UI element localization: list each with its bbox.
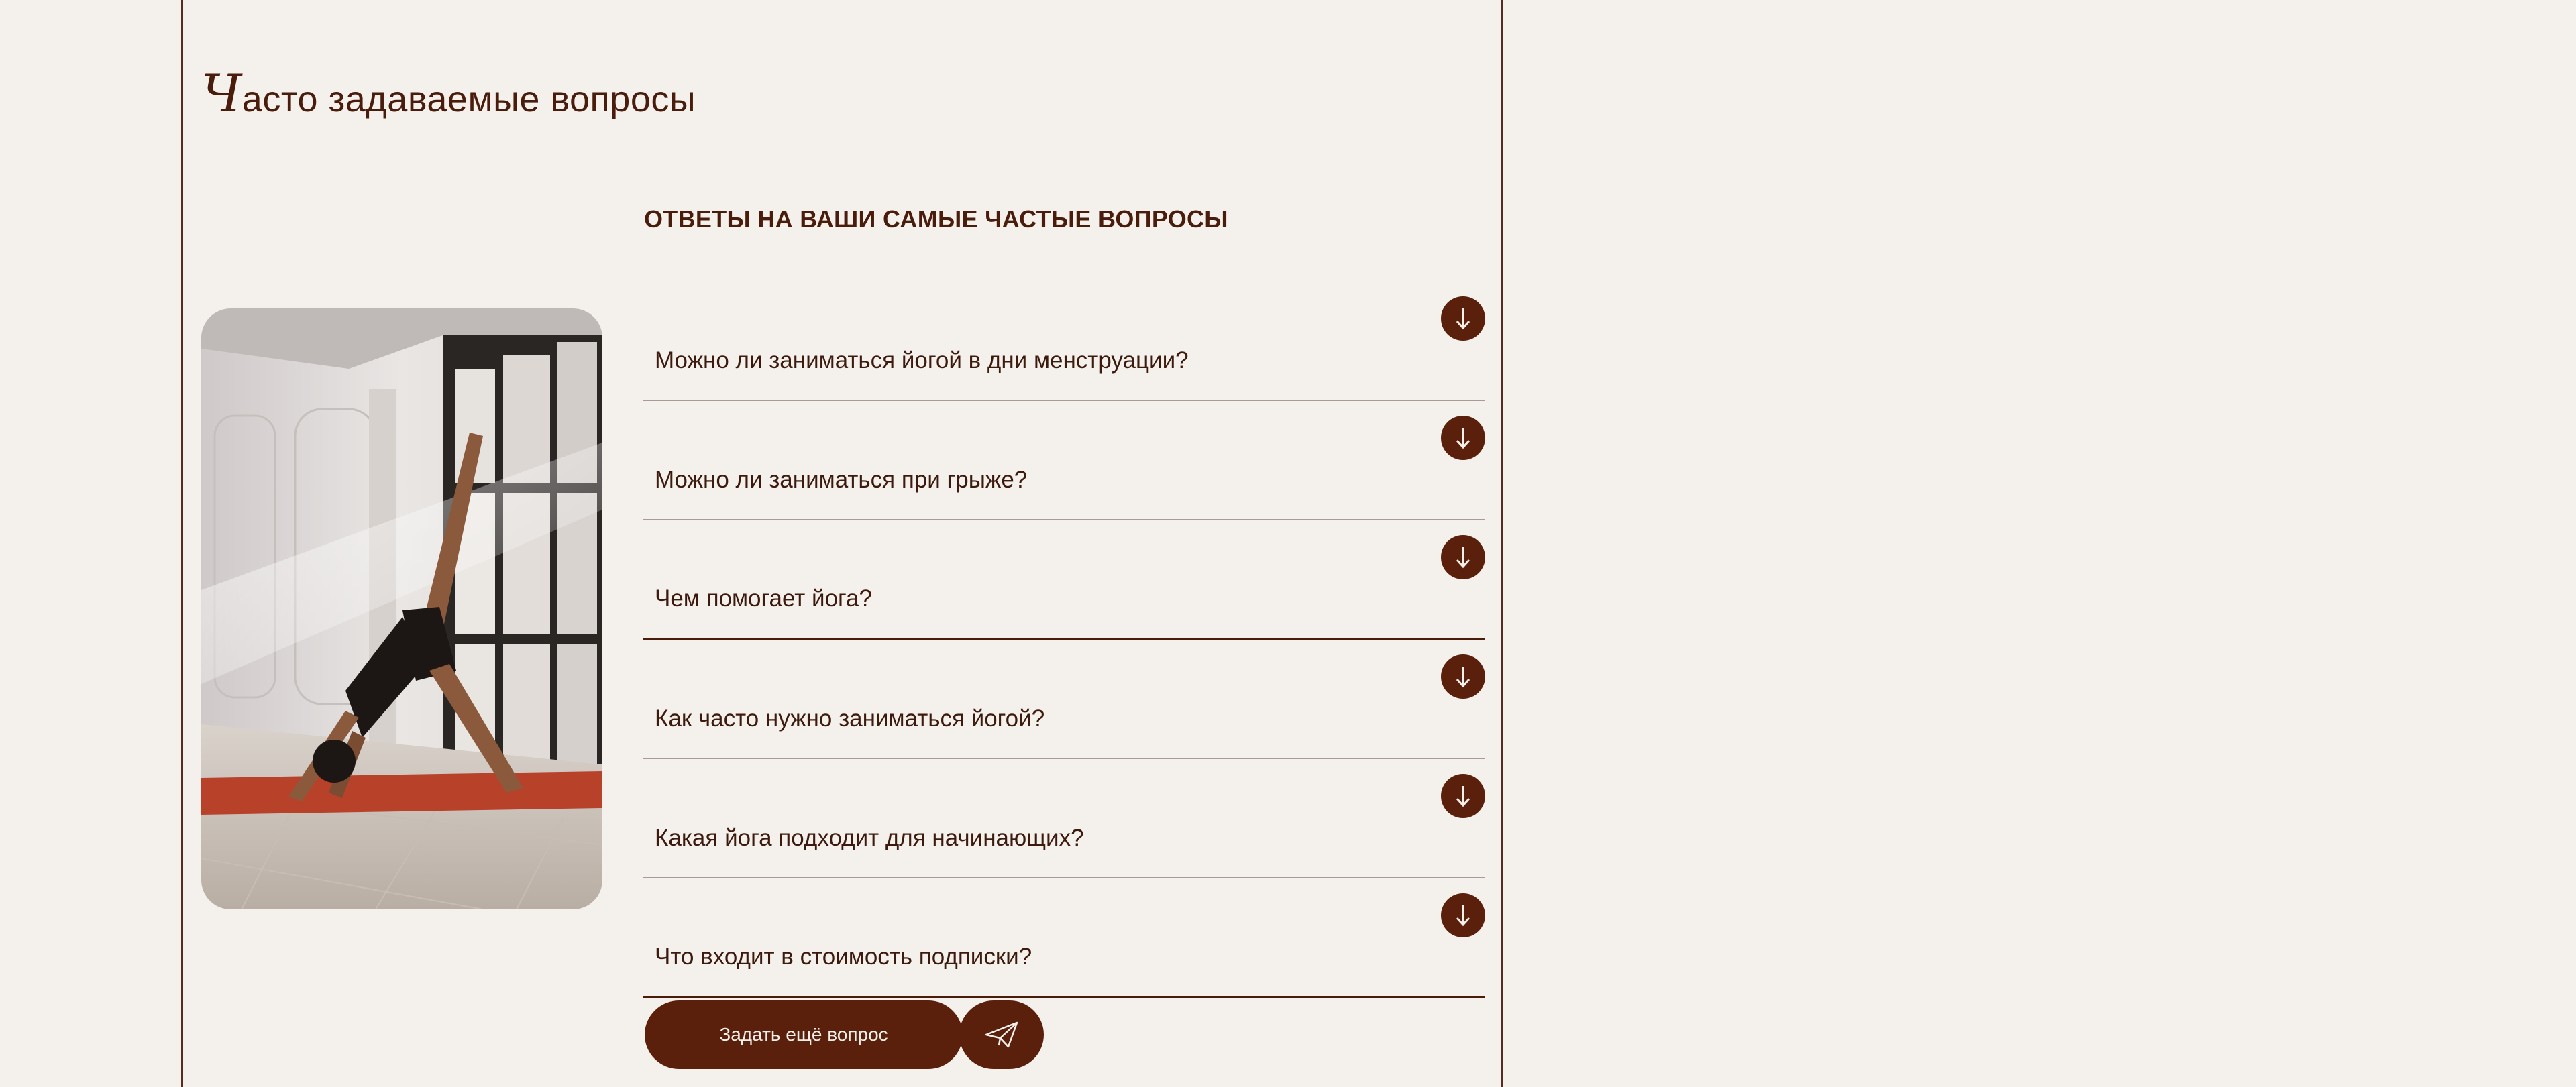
faq-expand-button[interactable] xyxy=(1441,774,1485,818)
faq-question: Можно ли заниматься йогой в дни менструации? xyxy=(655,347,1189,374)
arrow-down-icon xyxy=(1453,784,1473,808)
arrow-down-icon xyxy=(1453,426,1473,450)
ask-question-button[interactable]: Задать ещё вопрос xyxy=(645,1000,963,1069)
faq-item[interactable] xyxy=(643,401,1485,520)
faq-question: Можно ли заниматься при грыже? xyxy=(655,467,1028,493)
yoga-photo xyxy=(201,308,602,909)
faq-item[interactable] xyxy=(643,282,1485,401)
faq-item[interactable] xyxy=(643,878,1485,998)
title-initial: Ч xyxy=(201,64,242,124)
section-subtitle: ОТВЕТЫ НА ВАШИ САМЫЕ ЧАСТЫЕ ВОПРОСЫ xyxy=(644,205,1228,233)
faq-expand-button[interactable] xyxy=(1441,893,1485,937)
faq-expand-button[interactable] xyxy=(1441,535,1485,579)
faq-item[interactable] xyxy=(643,640,1485,759)
arrow-down-icon xyxy=(1453,903,1473,927)
arrow-down-icon xyxy=(1453,306,1473,331)
faq-expand-button[interactable] xyxy=(1441,296,1485,341)
faq-item[interactable] xyxy=(643,520,1485,640)
faq-question: Какая йога подходит для начинающих? xyxy=(655,825,1084,851)
faq-expand-button[interactable] xyxy=(1441,654,1485,699)
faq-question: Чем помогает йога? xyxy=(655,585,872,612)
send-button[interactable] xyxy=(959,1000,1044,1069)
faq-question: Как часто нужно заниматься йогой? xyxy=(655,705,1045,732)
paper-plane-icon xyxy=(984,1020,1019,1049)
faq-list xyxy=(643,282,1485,998)
faq-question: Что входит в стоимость подписки? xyxy=(655,943,1032,970)
arrow-down-icon xyxy=(1453,545,1473,569)
section-title xyxy=(201,64,696,124)
arrow-down-icon xyxy=(1453,665,1473,689)
faq-item[interactable] xyxy=(643,759,1485,878)
faq-expand-button[interactable] xyxy=(1441,416,1485,460)
title-text: асто задаваемые вопросы xyxy=(241,79,696,119)
